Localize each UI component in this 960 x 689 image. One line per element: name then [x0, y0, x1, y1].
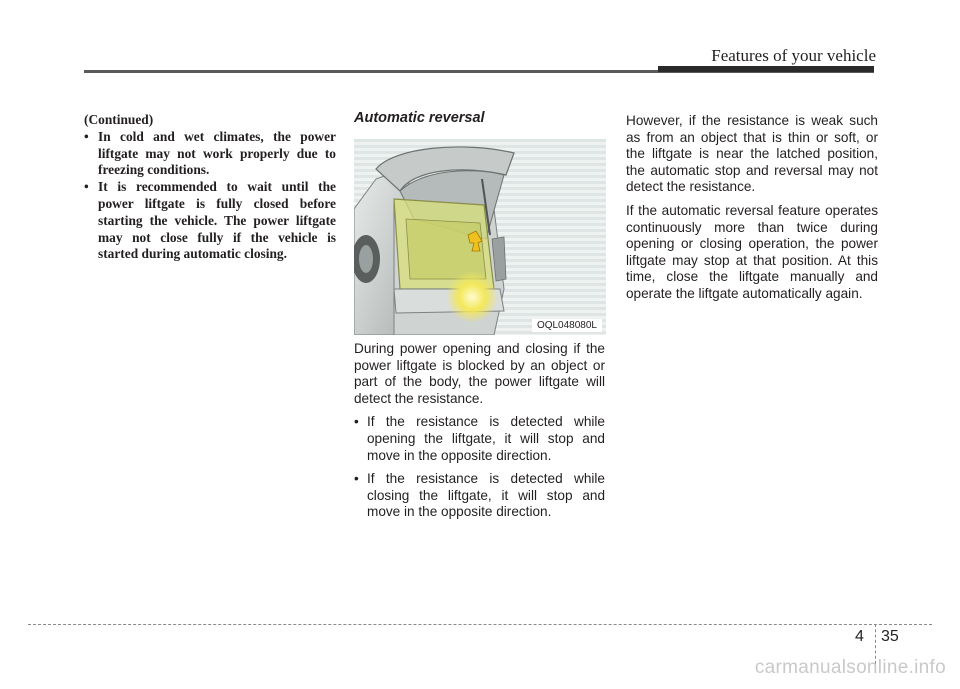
section-title: Features of your vehicle	[711, 46, 876, 65]
liftgate-drawing	[354, 139, 606, 335]
automatic-reversal-text	[354, 341, 605, 528]
repeated-reversal-paragraph: If the automatic reversal feature operates continuously more than twice during opening or closing operation, the power liftgate may stop at that position. At this time, close the liftgate manually and operate the liftgate automatically again.	[626, 202, 878, 301]
resistance-bullet: • If the resistance is detected while closing the liftgate, it will stop and move in the opposite direction.	[354, 471, 605, 521]
automatic-reversal-heading: Automatic reversal	[354, 110, 485, 126]
weak-resistance-paragraph: However, if the resistance is weak such as from an object that is thin or soft, or the liftgate is near the latched position, the automatic stop and reversal may not detect the resistance.	[626, 113, 878, 195]
continued-label: (Continued)	[84, 112, 154, 127]
chapter-number: 4	[855, 628, 864, 645]
resistance-bullet: • If the resistance is detected while opening the liftgate, it will stop and move in the opposite direction.	[354, 414, 605, 464]
liftgate-illustration	[354, 139, 606, 335]
figure-code: OQL048080L	[532, 319, 602, 332]
caution-item: • It is recommended to wait until the power liftgate is fully closed before starting the vehicle. The power liftgate may not close fully if the vehicle is started during automatic closing.	[84, 179, 336, 263]
footer-rule	[28, 624, 932, 625]
header-rule-accent	[658, 66, 874, 72]
caution-item: • In cold and wet climates, the power liftgate may not work properly due to freezing conditions.	[84, 129, 336, 179]
caution-list	[84, 129, 336, 263]
automatic-reversal-continued	[626, 113, 878, 310]
page-number: 35	[881, 628, 899, 645]
caution-continued-block	[84, 112, 336, 263]
resistance-bullets	[354, 414, 605, 521]
intro-paragraph: During power opening and closing if the power liftgate is blocked by an object or part of the body, the power liftgate will detect the resistance.	[354, 341, 605, 406]
watermark: carmanualsonline.info	[754, 657, 946, 678]
